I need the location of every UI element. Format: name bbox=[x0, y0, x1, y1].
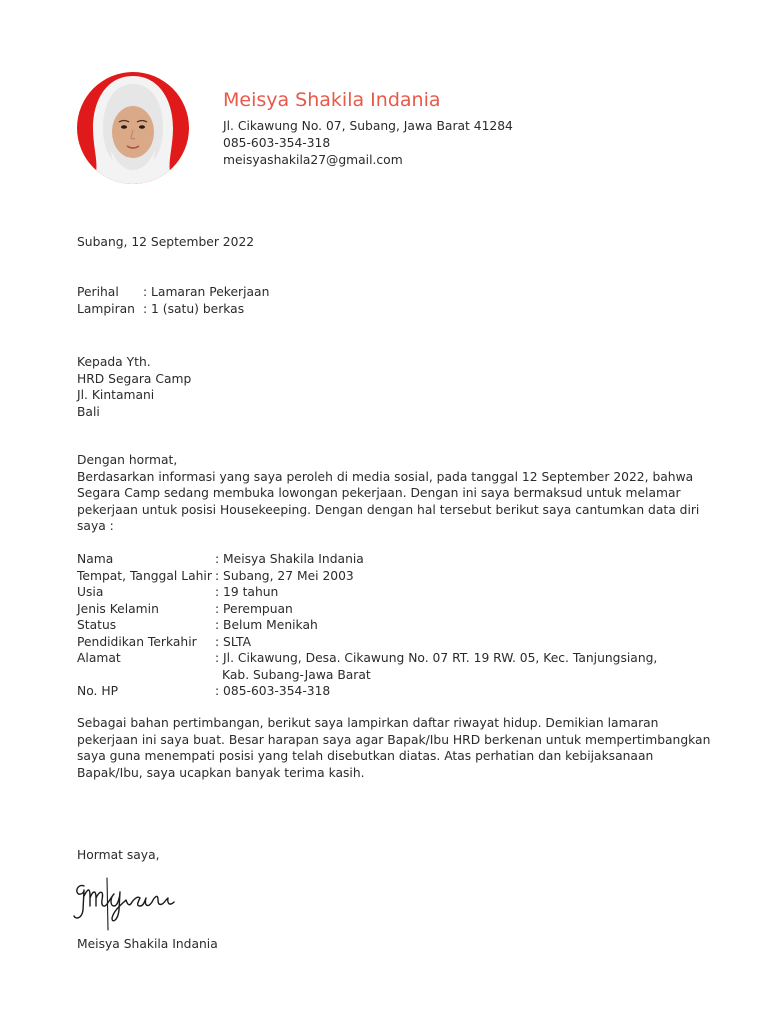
detail-label: Pendidikan Terkahir bbox=[77, 634, 197, 649]
letter-meta bbox=[77, 284, 269, 317]
closing-line: Bapak/Ibu, saya ucapkan banyak terima kasih. bbox=[77, 765, 365, 780]
detail-label: No. HP bbox=[77, 684, 118, 698]
recipient-line: Bali bbox=[77, 404, 100, 419]
intro-line: Berdasarkan informasi yang saya peroleh di media sosial, pada tanggal 12 September 2022, bahwa bbox=[77, 469, 694, 484]
intro-line: saya : bbox=[77, 519, 114, 533]
detail-label: Jenis Kelamin bbox=[77, 601, 159, 616]
address-line: : Jl. Cikawung, Desa. Cikawung No. 07 RT. 19 RW. 05, Kec. Tanjungsiang, bbox=[215, 651, 658, 665]
detail-row-education bbox=[77, 634, 657, 651]
detail-row-phone bbox=[77, 683, 657, 700]
recipient-block bbox=[77, 354, 191, 420]
recipient-line: Jl. Kintamani bbox=[77, 388, 155, 402]
closing-line: Sebagai bahan pertimbangan, berikut saya lampirkan daftar riwayat hidup. Demikian lamaran bbox=[77, 716, 659, 730]
detail-label: Status bbox=[77, 618, 117, 632]
intro-section bbox=[77, 452, 700, 535]
detail-label: Usia bbox=[77, 585, 104, 599]
greeting: Dengan hormat, bbox=[77, 453, 178, 467]
detail-value: : Perempuan bbox=[215, 601, 293, 616]
recipient-line: Kepada Yth. bbox=[77, 355, 151, 369]
closing-line: saya guna menempati posisi yang telah disebutkan diatas. Atas perhatian dan kebijaksanaan bbox=[77, 749, 654, 763]
personal-details bbox=[77, 551, 657, 700]
intro-line: pekerjaan untuk posisi Housekeeping. Dengan dengan hal tersebut berikut saya cantumkan data diri bbox=[77, 502, 700, 517]
detail-row-address bbox=[77, 650, 657, 683]
detail-value bbox=[215, 650, 657, 683]
handwritten-signature bbox=[40, 866, 200, 938]
meta-value: : Lamaran Pekerjaan bbox=[143, 285, 270, 299]
detail-row-age bbox=[77, 584, 657, 601]
detail-value: : SLTA bbox=[215, 634, 251, 649]
sign-off: Hormat saya, bbox=[77, 848, 160, 862]
detail-row-gender bbox=[77, 601, 657, 618]
recipient-line: HRD Segara Camp bbox=[77, 371, 192, 386]
detail-value: : Subang, 27 Mei 2003 bbox=[215, 568, 354, 583]
detail-label: Alamat bbox=[77, 651, 121, 665]
meta-value: : 1 (satu) berkas bbox=[143, 301, 245, 316]
detail-value: : Belum Menikah bbox=[215, 618, 318, 632]
intro-line: Segara Camp sedang membuka lowongan pekerjaan. Dengan ini saya bermaksud untuk melamar bbox=[77, 486, 681, 500]
contact-info bbox=[223, 118, 513, 169]
detail-row-name bbox=[77, 551, 657, 568]
profile-photo bbox=[77, 72, 189, 184]
detail-value: : Meisya Shakila Indania bbox=[215, 552, 364, 566]
meta-label: Perihal bbox=[77, 285, 119, 299]
closing-line: pekerjaan ini saya buat. Besar harapan saya agar Bapak/Ibu HRD berkenan untuk mempertimbangkan bbox=[77, 732, 711, 747]
detail-row-birth bbox=[77, 568, 657, 585]
meta-row-subject bbox=[77, 284, 269, 301]
applicant-name: Meisya Shakila Indania bbox=[223, 89, 441, 111]
contact-email: meisyashakila27@gmail.com bbox=[223, 153, 403, 167]
contact-phone: 085-603-354-318 bbox=[223, 136, 331, 150]
detail-value: : 085-603-354-318 bbox=[215, 684, 331, 698]
closing-paragraph bbox=[77, 715, 711, 781]
detail-value: : 19 tahun bbox=[215, 585, 279, 599]
signer-name: Meisya Shakila Indania bbox=[77, 937, 218, 951]
detail-label: Nama bbox=[77, 552, 114, 566]
contact-address: Jl. Cikawung No. 07, Subang, Jawa Barat 41284 bbox=[223, 119, 513, 133]
detail-label: Tempat, Tanggal Lahir bbox=[77, 568, 212, 583]
meta-row-attachment bbox=[77, 301, 269, 318]
letter-date: Subang, 12 September 2022 bbox=[77, 235, 255, 249]
detail-row-status bbox=[77, 617, 657, 634]
meta-label: Lampiran bbox=[77, 301, 135, 316]
address-line-continued: Kab. Subang-Jawa Barat bbox=[222, 667, 371, 682]
